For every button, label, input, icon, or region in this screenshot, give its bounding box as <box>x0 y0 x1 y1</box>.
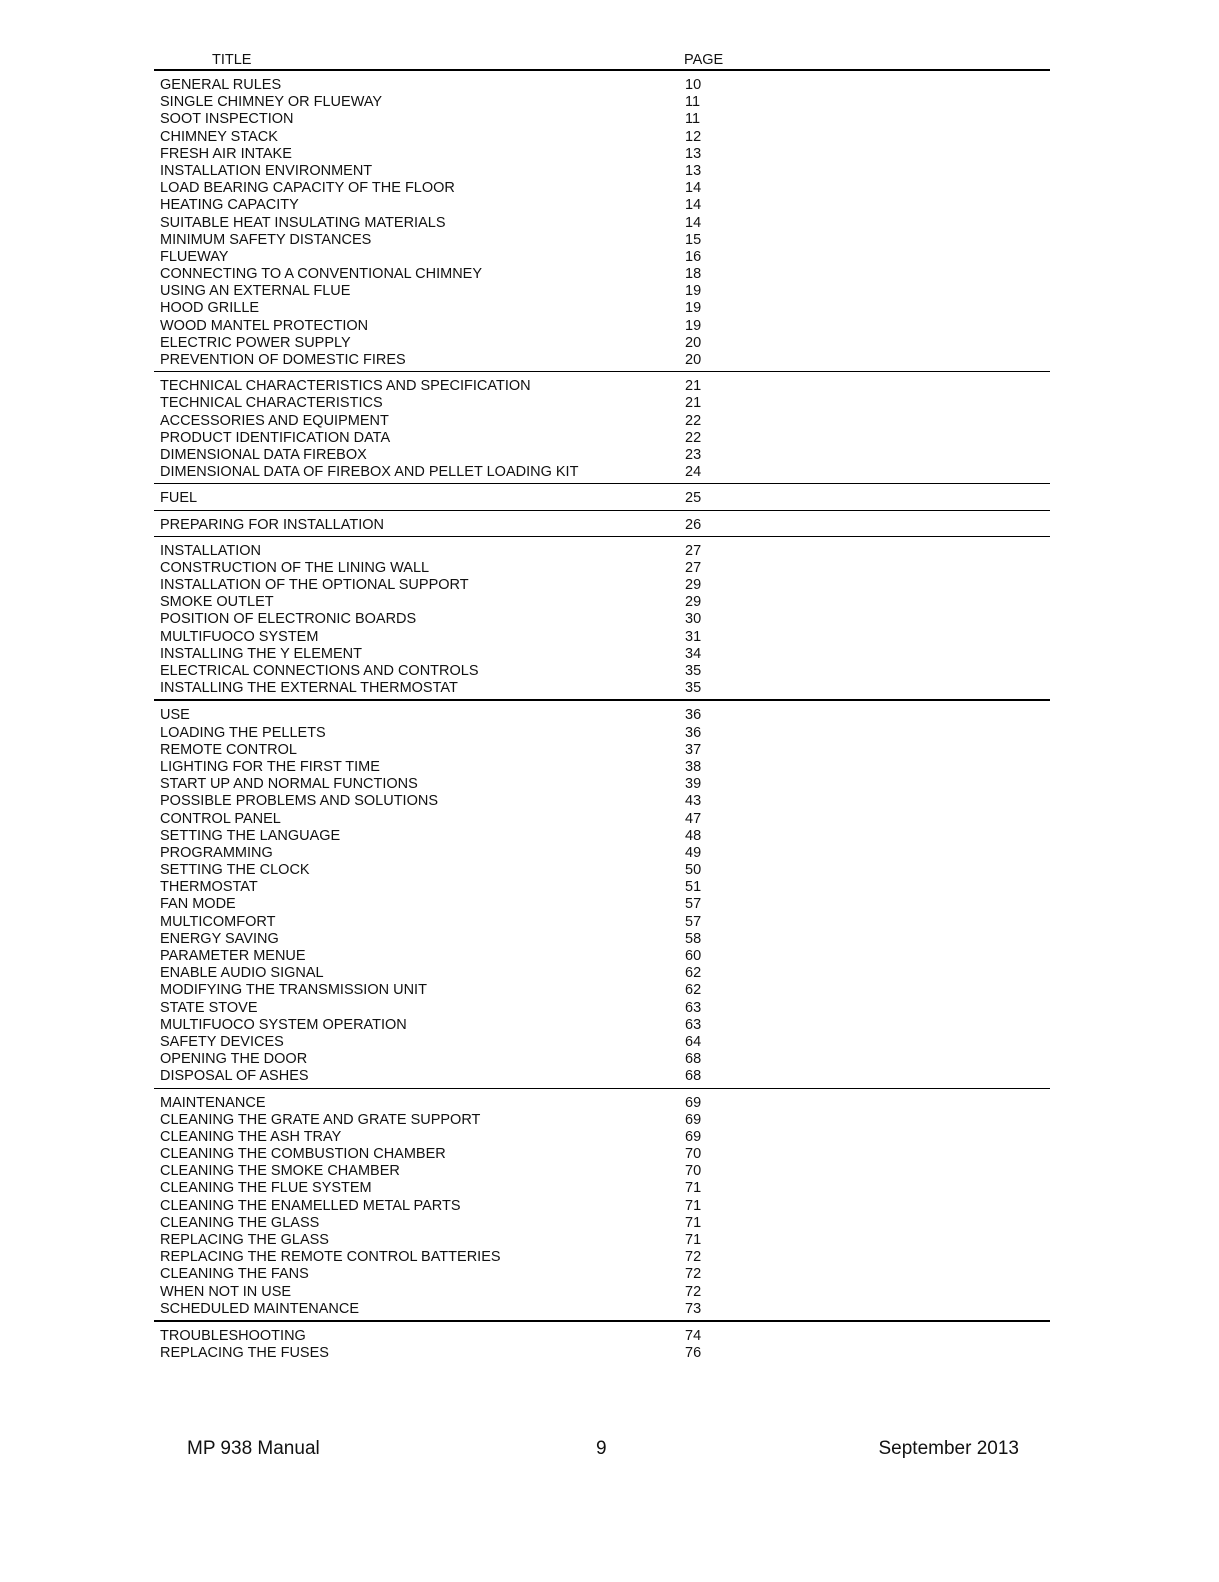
toc-entry <box>154 318 1050 335</box>
toc-entry-title: MINIMUM SAFETY DISTANCES <box>160 231 372 248</box>
toc-entry-title: SINGLE CHIMNEY OR FLUEWAY <box>160 94 383 111</box>
toc-entry-page: 48 <box>685 827 702 844</box>
toc-entry-title: PROGRAMMING <box>160 844 273 861</box>
toc-entry <box>154 1051 1050 1068</box>
toc-entry <box>154 1180 1050 1197</box>
page-column-header: PAGE <box>684 52 724 68</box>
toc-entry <box>154 517 1050 534</box>
toc-entry <box>154 94 1050 111</box>
toc-entry <box>154 129 1050 146</box>
toc-entry-page: 36 <box>685 724 702 741</box>
toc-entry-title: HOOD GRILLE <box>160 300 260 317</box>
toc-entry <box>154 560 1050 577</box>
toc-body <box>154 71 1050 1364</box>
toc-entry-page: 25 <box>685 490 702 507</box>
toc-entry-page: 62 <box>685 965 702 982</box>
toc-entry <box>154 430 1050 447</box>
toc-entry-page: 15 <box>685 231 702 248</box>
title-column-header: TITLE <box>212 52 252 68</box>
toc-entry-page: 47 <box>685 810 702 827</box>
toc-entry <box>154 1198 1050 1215</box>
toc-entry <box>154 163 1050 180</box>
toc-entry-title: REPLACING THE GLASS <box>160 1232 329 1248</box>
toc-entry-page: 72 <box>685 1266 702 1283</box>
toc-entry-title: INSTALLING THE Y ELEMENT <box>160 645 362 662</box>
toc-entry-page: 51 <box>685 879 702 896</box>
toc-entry-page: 70 <box>685 1146 702 1163</box>
toc-entry <box>154 914 1050 931</box>
toc-entry-title: SETTING THE CLOCK <box>160 862 310 879</box>
footer-document-name: MP 938 Manual <box>187 1438 320 1459</box>
toc-entry-page: 73 <box>685 1300 702 1317</box>
toc-entry-title: LOAD BEARING CAPACITY OF THE FLOOR <box>160 180 455 197</box>
toc-entry-title: DIMENSIONAL DATA OF FIREBOX AND PELLET LOADING KIT <box>160 464 579 481</box>
toc-entry-title: PREPARING FOR INSTALLATION <box>160 516 384 533</box>
toc-entry-page: 36 <box>685 707 702 724</box>
toc-entry-page: 11 <box>685 94 701 111</box>
toc-entry-page: 19 <box>685 300 702 317</box>
toc-entry <box>154 266 1050 283</box>
toc-entry-page: 71 <box>685 1214 702 1231</box>
footer-page-number: 9 <box>596 1438 607 1459</box>
toc-entry <box>154 1163 1050 1180</box>
toc-entry-page: 69 <box>685 1111 702 1128</box>
toc-entry-page: 71 <box>685 1197 702 1214</box>
toc-entry-title: SOOT INSPECTION <box>160 111 294 128</box>
toc-entry-page: 20 <box>685 334 702 351</box>
toc-entry-page: 12 <box>685 128 702 145</box>
toc-entry <box>154 931 1050 948</box>
toc-entry <box>154 1129 1050 1146</box>
toc-entry <box>154 543 1050 560</box>
toc-entry-title: MODIFYING THE TRANSMISSION UNIT <box>160 982 427 999</box>
toc-entry-page: 31 <box>685 628 702 645</box>
table-of-contents <box>154 50 1050 1364</box>
toc-entry <box>154 776 1050 793</box>
toc-entry-title: WOOD MANTEL PROTECTION <box>160 317 369 334</box>
toc-entry-title: FLUEWAY <box>160 248 229 265</box>
toc-entry-title: CLEANING THE GRATE AND GRATE SUPPORT <box>160 1111 481 1128</box>
toc-entry <box>154 249 1050 266</box>
toc-entry <box>154 680 1050 697</box>
toc-entry <box>154 965 1050 982</box>
toc-entry-title: POSSIBLE PROBLEMS AND SOLUTIONS <box>160 793 438 810</box>
toc-entry-page: 22 <box>685 412 702 429</box>
toc-entry-page: 34 <box>685 645 702 662</box>
toc-entry <box>154 1266 1050 1283</box>
toc-entry-title: REPLACING THE FUSES <box>160 1345 329 1362</box>
toc-entry <box>154 232 1050 249</box>
toc-entry <box>154 1345 1050 1362</box>
toc-entry-title: CONTROL PANEL <box>160 810 281 827</box>
toc-entry <box>154 111 1050 128</box>
toc-entry-page: 69 <box>685 1128 702 1145</box>
toc-entry <box>154 352 1050 369</box>
toc-entry-page: 35 <box>685 680 702 697</box>
toc-entry-page: 49 <box>685 844 702 861</box>
toc-entry <box>154 725 1050 742</box>
toc-entry-page: 64 <box>685 1033 702 1050</box>
toc-entry <box>154 646 1050 663</box>
toc-entry-title: FRESH AIR INTAKE <box>160 145 292 162</box>
toc-entry-title: CONSTRUCTION OF THE LINING WALL <box>160 559 430 576</box>
toc-section <box>154 1089 1050 1322</box>
toc-entry <box>154 1215 1050 1232</box>
toc-entry <box>154 215 1050 232</box>
toc-entry <box>154 447 1050 464</box>
toc-entry-page: 58 <box>685 930 702 947</box>
toc-entry-page: 72 <box>685 1283 702 1300</box>
toc-entry-title: CLEANING THE ASH TRAY <box>160 1128 342 1145</box>
toc-entry-title: CLEANING THE COMBUSTION CHAMBER <box>160 1146 446 1163</box>
toc-entry <box>154 1000 1050 1017</box>
toc-entry <box>154 707 1050 724</box>
toc-entry <box>154 1249 1050 1266</box>
toc-entry-page: 19 <box>685 317 702 334</box>
toc-entry-title: ELECTRICAL CONNECTIONS AND CONTROLS <box>160 663 479 679</box>
toc-entry-title: ACCESSORIES AND EQUIPMENT <box>160 412 389 429</box>
toc-entry-page: 26 <box>685 516 702 533</box>
toc-entry <box>154 629 1050 646</box>
toc-entry <box>154 982 1050 999</box>
toc-entry-page: 29 <box>685 577 702 594</box>
toc-entry-title: ENABLE AUDIO SIGNAL <box>160 965 324 982</box>
toc-entry-title: SETTING THE LANGUAGE <box>160 827 341 844</box>
toc-section <box>154 372 1050 484</box>
toc-entry-title: INSTALLING THE EXTERNAL THERMOSTAT <box>160 680 458 697</box>
toc-entry <box>154 283 1050 300</box>
toc-entry <box>154 1146 1050 1163</box>
toc-entry-page: 21 <box>685 395 702 412</box>
toc-entry-page: 18 <box>685 266 702 283</box>
toc-entry <box>154 594 1050 611</box>
toc-entry <box>154 862 1050 879</box>
toc-entry-title: MULTICOMFORT <box>160 913 276 930</box>
toc-entry-page: 68 <box>685 1051 702 1068</box>
toc-entry <box>154 395 1050 412</box>
toc-entry-title: CLEANING THE FLUE SYSTEM <box>160 1180 372 1197</box>
toc-entry-title: DIMENSIONAL DATA FIREBOX <box>160 446 367 463</box>
toc-entry-title: LIGHTING FOR THE FIRST TIME <box>160 758 380 775</box>
toc-entry-page: 63 <box>685 1016 702 1033</box>
toc-entry <box>154 1068 1050 1085</box>
toc-entry-page: 27 <box>685 559 702 576</box>
toc-entry <box>154 948 1050 965</box>
toc-entry-title: FUEL <box>160 490 198 507</box>
toc-entry <box>154 611 1050 628</box>
toc-entry-page: 68 <box>685 1068 702 1085</box>
toc-entry <box>154 464 1050 481</box>
toc-entry-title: INSTALLATION OF THE OPTIONAL SUPPORT <box>160 577 469 594</box>
toc-entry-page: 72 <box>685 1249 702 1266</box>
toc-entry-title: INSTALLATION ENVIRONMENT <box>160 162 373 179</box>
toc-entry <box>154 413 1050 430</box>
toc-entry-title: STATE STOVE <box>160 999 258 1016</box>
toc-entry-page: 24 <box>685 464 702 481</box>
toc-entry-title: GENERAL RULES <box>160 77 282 93</box>
toc-entry <box>154 335 1050 352</box>
toc-entry <box>154 759 1050 776</box>
toc-entry-page: 19 <box>685 283 702 300</box>
toc-entry <box>154 896 1050 913</box>
toc-entry <box>154 1112 1050 1129</box>
toc-entry-page: 35 <box>685 663 702 679</box>
toc-entry-title: START UP AND NORMAL FUNCTIONS <box>160 776 418 793</box>
toc-entry-page: 71 <box>685 1180 702 1197</box>
toc-section <box>154 484 1050 510</box>
toc-entry-page: 27 <box>685 542 702 559</box>
toc-entry-page: 30 <box>685 611 702 628</box>
toc-section <box>154 701 1050 1088</box>
toc-entry <box>154 879 1050 896</box>
toc-entry-title: SAFETY DEVICES <box>160 1033 284 1050</box>
page-footer <box>0 1438 1219 1464</box>
toc-entry <box>154 1284 1050 1301</box>
toc-entry <box>154 300 1050 317</box>
toc-entry-title: REPLACING THE REMOTE CONTROL BATTERIES <box>160 1249 501 1266</box>
toc-entry-title: THERMOSTAT <box>160 879 258 896</box>
toc-entry <box>154 1095 1050 1112</box>
toc-entry <box>154 378 1050 395</box>
toc-entry-page: 23 <box>685 446 702 463</box>
toc-entry-title: CLEANING THE SMOKE CHAMBER <box>160 1163 400 1180</box>
toc-entry-page: 74 <box>685 1327 702 1344</box>
toc-entry-title: SUITABLE HEAT INSULATING MATERIALS <box>160 214 446 231</box>
toc-entry-title: USING AN EXTERNAL FLUE <box>160 283 351 300</box>
toc-entry-title: PRODUCT IDENTIFICATION DATA <box>160 429 391 446</box>
toc-entry-title: CLEANING THE ENAMELLED METAL PARTS <box>160 1197 461 1214</box>
toc-entry <box>154 663 1050 680</box>
toc-entry-page: 57 <box>685 896 702 913</box>
toc-entry-title: PARAMETER MENUE <box>160 948 306 964</box>
toc-entry <box>154 180 1050 197</box>
toc-entry-title: REMOTE CONTROL <box>160 741 297 758</box>
toc-entry-page: 70 <box>685 1163 702 1180</box>
toc-entry-title: TROUBLESHOOTING <box>160 1327 306 1344</box>
toc-entry-title: USE <box>160 707 190 724</box>
toc-entry <box>154 742 1050 759</box>
toc-entry-title: CHIMNEY STACK <box>160 128 278 145</box>
toc-entry <box>154 1328 1050 1345</box>
toc-header <box>154 50 1050 71</box>
toc-entry-title: ENERGY SAVING <box>160 930 279 947</box>
toc-entry-title: ELECTRIC POWER SUPPLY <box>160 334 351 351</box>
toc-entry-page: 13 <box>685 145 702 162</box>
toc-entry-title: PREVENTION OF DOMESTIC FIRES <box>160 352 406 368</box>
toc-entry <box>154 811 1050 828</box>
toc-entry <box>154 490 1050 507</box>
toc-entry-title: POSITION OF ELECTRONIC BOARDS <box>160 611 417 628</box>
toc-entry-page: 14 <box>685 180 702 197</box>
toc-entry <box>154 577 1050 594</box>
toc-entry <box>154 828 1050 845</box>
toc-entry-page: 22 <box>685 429 702 446</box>
toc-entry-title: TECHNICAL CHARACTERISTICS <box>160 395 383 412</box>
toc-entry-title: SMOKE OUTLET <box>160 594 274 611</box>
toc-entry-title: WHEN NOT IN USE <box>160 1283 292 1300</box>
toc-section <box>154 71 1050 372</box>
toc-entry-page: 60 <box>685 948 702 964</box>
toc-entry-page: 14 <box>685 214 702 231</box>
toc-entry-title: INSTALLATION <box>160 542 261 559</box>
toc-entry-title: OPENING THE DOOR <box>160 1051 308 1068</box>
footer-date: September 2013 <box>878 1438 1019 1459</box>
toc-entry <box>154 1301 1050 1318</box>
toc-entry-page: 14 <box>685 197 702 214</box>
toc-entry-page: 43 <box>685 793 702 810</box>
toc-entry <box>154 1232 1050 1249</box>
toc-entry-title: MULTIFUOCO SYSTEM OPERATION <box>160 1016 407 1033</box>
toc-entry-page: 38 <box>685 758 702 775</box>
toc-entry-title: CLEANING THE FANS <box>160 1266 309 1283</box>
toc-entry-page: 37 <box>685 741 702 758</box>
toc-entry-page: 39 <box>685 776 702 793</box>
toc-entry-title: MAINTENANCE <box>160 1094 266 1111</box>
toc-entry-page: 21 <box>685 378 702 395</box>
toc-entry-page: 11 <box>685 111 701 128</box>
toc-entry <box>154 1034 1050 1051</box>
toc-entry-page: 29 <box>685 594 702 611</box>
toc-entry <box>154 197 1050 214</box>
toc-entry-title: MULTIFUOCO SYSTEM <box>160 628 319 645</box>
toc-entry-page: 71 <box>685 1232 702 1248</box>
toc-entry <box>154 845 1050 862</box>
toc-entry-title: CONNECTING TO A CONVENTIONAL CHIMNEY <box>160 266 483 283</box>
toc-section <box>154 511 1050 537</box>
toc-entry-title: HEATING CAPACITY <box>160 197 299 214</box>
toc-section <box>154 1322 1050 1364</box>
toc-entry-title: SCHEDULED MAINTENANCE <box>160 1300 359 1317</box>
toc-entry-page: 76 <box>685 1345 702 1362</box>
toc-entry-page: 10 <box>685 77 702 93</box>
toc-entry-title: LOADING THE PELLETS <box>160 724 326 741</box>
toc-entry-page: 57 <box>685 913 702 930</box>
toc-entry-title: FAN MODE <box>160 896 236 913</box>
toc-entry <box>154 77 1050 94</box>
toc-entry-title: CLEANING THE GLASS <box>160 1214 320 1231</box>
toc-entry <box>154 146 1050 163</box>
toc-section <box>154 537 1050 702</box>
toc-entry-page: 69 <box>685 1094 702 1111</box>
toc-entry-page: 20 <box>685 352 702 368</box>
toc-entry-title: TECHNICAL CHARACTERISTICS AND SPECIFICATION <box>160 378 531 395</box>
toc-entry-page: 50 <box>685 862 702 879</box>
toc-entry-page: 62 <box>685 982 702 999</box>
toc-entry <box>154 1017 1050 1034</box>
toc-entry-title: DISPOSAL OF ASHES <box>160 1068 309 1085</box>
toc-entry-page: 13 <box>685 162 702 179</box>
toc-entry <box>154 793 1050 810</box>
toc-entry-page: 16 <box>685 248 702 265</box>
toc-entry-page: 63 <box>685 999 702 1016</box>
